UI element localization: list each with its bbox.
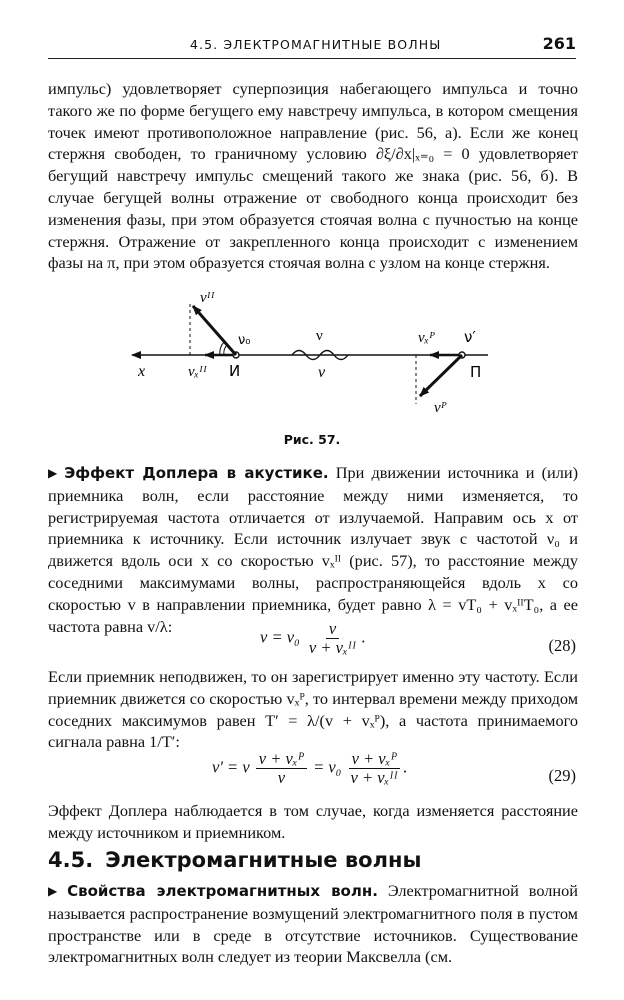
angle-arc (224, 345, 227, 355)
paragraph-receiver: Если приемник неподвижен, то он зарегистрирует именно эту частоту. Если приемник движется со скоростью vₓᴾ, то интервал времени между приходом соседних максимумов равен T′ = λ/(v + vₓᴾ), а частота принимаемого сигнала равна 1/T′: (48, 667, 578, 752)
paragraph-doppler-conclusion: Эффект Доплера наблюдается в том случае, когда изменяется расстояние между источником и приемником. (48, 801, 578, 842)
figure-57 (0, 284, 624, 424)
triangle-marker-icon: ▶ (48, 884, 64, 898)
paragraph-doppler (48, 462, 578, 637)
doppler-lead: Эффект Доплера в акустике. (64, 464, 329, 482)
source-velocity-vector (193, 306, 236, 355)
equation-28-number: (28) (548, 636, 576, 655)
section-title: Электромагнитные волны (105, 848, 422, 872)
label-nu0: ν₀ (238, 333, 251, 348)
label-nu-prime: ν′ (464, 328, 476, 346)
eq28-tail: . (361, 627, 366, 647)
page-number: 261 (542, 34, 576, 53)
eq29-numerator-2: v + vₓᴾ (349, 750, 400, 769)
equation-29-number: (29) (548, 766, 576, 785)
label-receiver: П (470, 363, 482, 381)
eq29-mid: = ν₀ (313, 757, 342, 777)
running-head (48, 34, 576, 56)
eq28-lhs: ν = ν₀ (260, 627, 300, 647)
eq28-numerator: v (326, 620, 339, 639)
header-rule (48, 58, 576, 59)
equation-29 (48, 750, 576, 798)
eq28-fraction (306, 620, 359, 657)
label-axis-x: x (138, 363, 146, 380)
eq29-fraction-2 (348, 750, 401, 787)
running-head-title: 4.5. ЭЛЕКТРОМАГНИТНЫЕ ВОЛНЫ (190, 37, 442, 52)
eq29-tail: . (402, 757, 407, 777)
label-wave-v: v (318, 364, 326, 381)
eq29-numerator-1: v + vₓᴾ (256, 750, 307, 769)
label-wave-nu: ν (316, 328, 323, 344)
section-number: 4.5. (48, 848, 94, 872)
eq29-fraction-1 (256, 750, 307, 787)
paragraph-em-waves (48, 880, 578, 968)
section-heading (48, 848, 421, 872)
paragraph-reflection: импульс) удовлетворяет суперпозиция набегающего импульса и точно такого же по форме бегущего ему навстречу импульса, в котором смещения точек имеют противоположное направление (рис. 56, а). Если же конец стержня свободен, то граничному условию ∂ξ/∂x|ₓ₌₀ = 0 удовлетворяет бегущий навстречу импульс смещений такого же знака (рис. 56, б). В случае бегущей волны отражение от свободного конца происходит без изменения фазы, при этом образуется стоячая волна с пучностью на конце стержня. Отражение от закрепленного конца происходит с изменением фазы на π, при этом образуется стоячая волна с узлом на конце стержня. (48, 79, 578, 273)
eq29-lhs: ν′ = ν (212, 757, 250, 777)
label-receiver-vx: vₓᴾ (418, 330, 435, 346)
eq29-denominator-1: v (277, 768, 286, 787)
label-source-vx: vₓᴵᴵ (188, 364, 207, 380)
label-receiver-velocity: vᴾ (434, 400, 447, 416)
equation-28 (48, 620, 576, 664)
eq28-denominator: v + vₓᴵᴵ (308, 638, 357, 657)
em-waves-text: Электромагнитной волной называется распространение возмущений электромагнитного поля в пустом пространстве или в среде в отсутствие источников. Существование электромагнитных волн следует из теории Максвелла (см. (48, 881, 578, 967)
em-waves-lead: Свойства электромагнитных волн. (67, 882, 378, 900)
figure-caption: Рис. 57. (283, 432, 341, 447)
triangle-marker-icon: ▶ (48, 466, 61, 480)
doppler-text: При движении источника и (или) приемника волн, если расстояние между ними изменяется, то регистрируемая частота отличается от излучаемой. Направим ось x от приемника к источнику. Если источник излучает звук с частотой ν₀ и движется вдоль оси x со скоростью vₓᴵᴵ (рис. 57), то расстояние между соседними максимумами волны, распространяющейся вдоль x со скоростью v в направлении приемника, будет равно λ = vT₀ + vₓᴵᴵT₀, а ее частота равна v/λ: (48, 463, 578, 636)
equation-28-body (260, 620, 365, 657)
label-source-velocity: vᴵᴵ (200, 290, 215, 306)
equation-29-body (212, 750, 407, 787)
eq29-denominator-2: v + vₓᴵᴵ (350, 768, 398, 787)
label-source: И (229, 362, 241, 380)
receiver-velocity-vector (420, 355, 462, 396)
